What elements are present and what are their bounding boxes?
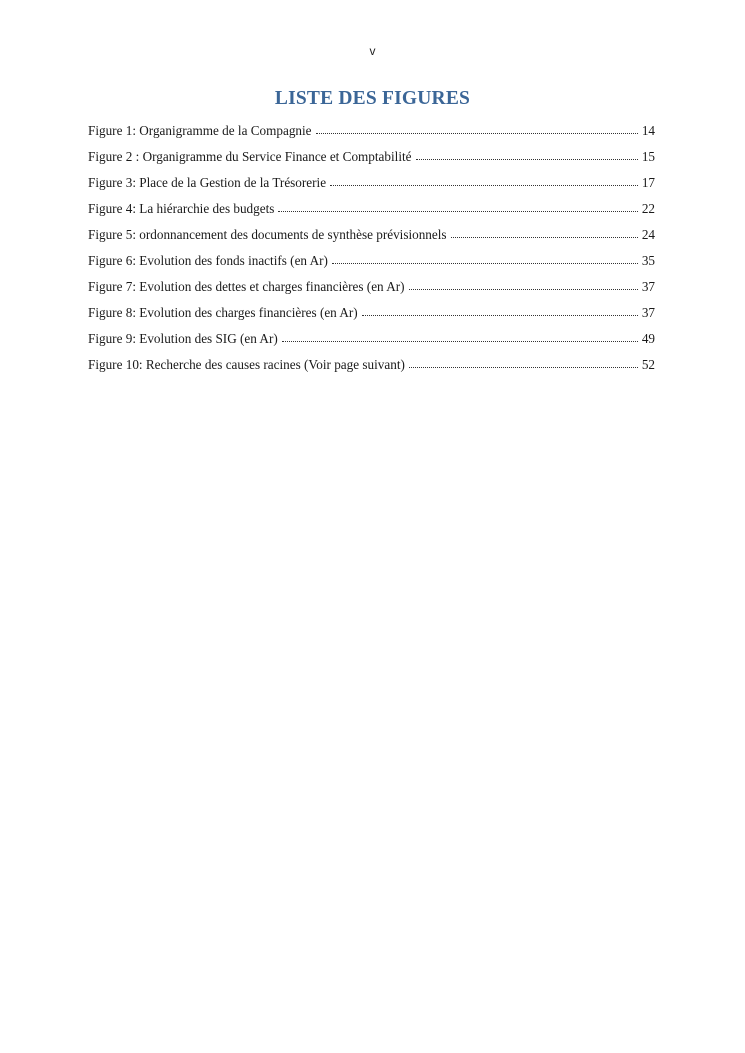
figure-list <box>88 121 655 381</box>
dot-leader <box>316 121 638 135</box>
dot-leader <box>362 303 638 317</box>
toc-entry-label: Figure 2 : Organigramme du Service Finance et Comptabilité <box>88 149 412 164</box>
toc-entry-page: 52 <box>641 357 655 372</box>
toc-entry-figure-2[interactable] <box>88 147 655 173</box>
toc-entry-page: 37 <box>641 305 655 320</box>
dot-leader <box>332 251 638 265</box>
toc-entry-figure-6[interactable] <box>88 251 655 277</box>
toc-entry-page: 37 <box>641 279 655 294</box>
toc-entry-page: 17 <box>641 175 655 190</box>
toc-entry-label: Figure 9: Evolution des SIG (en Ar) <box>88 331 278 346</box>
toc-entry-label: Figure 1: Organigramme de la Compagnie <box>88 123 312 138</box>
dot-leader <box>330 173 638 187</box>
page-number: v <box>369 44 376 58</box>
toc-entry-page: 35 <box>641 253 655 268</box>
dot-leader <box>278 199 637 213</box>
toc-entry-figure-5[interactable] <box>88 225 655 251</box>
dot-leader <box>409 355 638 369</box>
toc-entry-label: Figure 3: Place de la Gestion de la Trésorerie <box>88 175 327 190</box>
toc-entry-figure-1[interactable] <box>88 121 655 147</box>
toc-entry-label: Figure 5: ordonnancement des documents de synthèse prévisionnels <box>88 227 447 242</box>
toc-entry-figure-7[interactable] <box>88 277 655 303</box>
toc-entry-page: 22 <box>641 201 655 216</box>
toc-entry-label: Figure 6: Evolution des fonds inactifs (en Ar) <box>88 253 328 268</box>
dot-leader <box>282 329 638 343</box>
toc-entry-label: Figure 8: Evolution des charges financières (en Ar) <box>88 305 358 320</box>
dot-leader <box>409 277 638 291</box>
toc-entry-label: Figure 7: Evolution des dettes et charges financières (en Ar) <box>88 279 405 294</box>
dot-leader <box>451 225 638 239</box>
toc-entry-page: 24 <box>641 227 655 242</box>
toc-entry-figure-10[interactable] <box>88 355 655 381</box>
toc-entry-figure-8[interactable] <box>88 303 655 329</box>
dot-leader <box>416 147 638 161</box>
toc-entry-label: Figure 4: La hiérarchie des budgets <box>88 201 275 216</box>
toc-entry-page: 14 <box>641 123 655 138</box>
toc-title: LISTE DES FIGURES <box>274 88 471 109</box>
toc-entry-figure-3[interactable] <box>88 173 655 199</box>
toc-entry-figure-4[interactable] <box>88 199 655 225</box>
toc-entry-page: 49 <box>641 331 655 346</box>
toc-entry-figure-9[interactable] <box>88 329 655 355</box>
toc-entry-page: 15 <box>641 149 655 164</box>
toc-entry-label: Figure 10: Recherche des causes racines (Voir page suivant) <box>88 357 405 372</box>
